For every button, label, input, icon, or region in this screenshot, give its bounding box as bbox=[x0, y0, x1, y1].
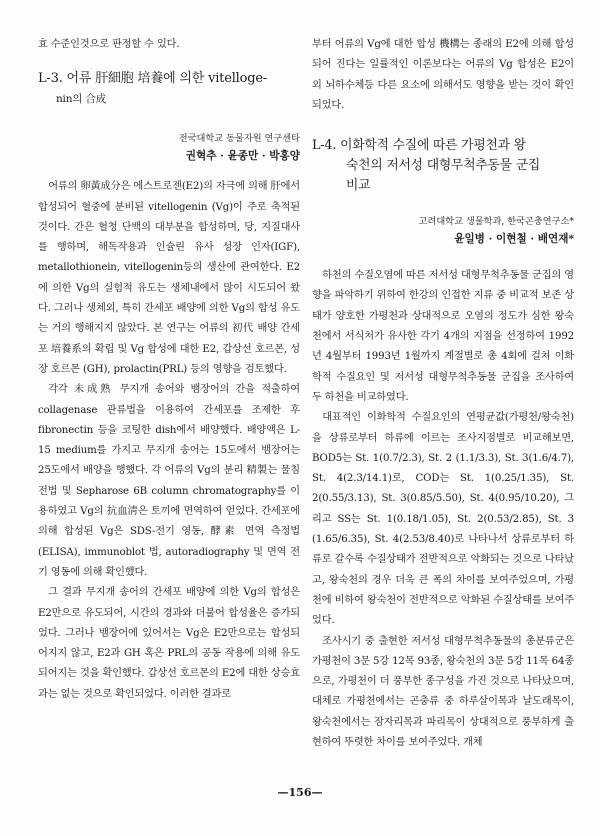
l3-paragraph-3: 그 결과 무지개 송어의 간세포 배양에 의한 Vg의 합성은 E2만으로 유도되어, 시간의 경과와 더불어 합성율은 증가되었다. 그러나 뱀장어에 있어서는 Vg은 E2만으로는 합성되어지지 않고, E2과 GH 혹은 PRL의 공동 작용에 의해 유도되어지는 것을 확인했다. 갑상선 호르몬의 E2에 대한 상승효과는 없는 것으로 확인되었다. 이러한 결과로 bbox=[38, 587, 300, 700]
authors-l4: 윤일병 · 이현철 · 배연재* bbox=[454, 233, 574, 246]
l3-paragraph-1: 어류의 卵黃成分은 에스트로젠(E2)의 자극에 의해 肝에서 합성되어 혈중에 분비된 vitellogenin (Vg)이 주로 축적된 것이다. 간은 혈청 단백의 대부분을 합성하며, 당, 지질대사를 행하며, 해독작용과 인슐린 유사 성장 인자(IGF), metallothionein, vitellogenin등의 생산에 관여한다. E2에 의한 Vg의 실험적 유도는 생체내에서 많이 시도되어 왔다. 그러나 생체외, 특히 간세포 배양에 의한 Vg의 합성 유도는 거의 행해지지 않았다. 본 연구는 어류의 初代 배양 간세포 培養系의 확립 및 Vg 합성에 대한 E2, 갑상선 호르몬, 성장 호르몬 (GH), prolactin(PRL) 등의 영향을 검토했다. bbox=[38, 181, 300, 375]
section-title-l4-line1: L-4. 이화학적 수질에 따른 가평천과 왕 bbox=[312, 138, 526, 154]
section-title-l3-line2: nin의 合成 bbox=[56, 93, 106, 106]
affiliation-l4: 고려대학교 생물학과, 한국곤충연구소* bbox=[418, 216, 574, 228]
section-title-l4-line3: 비교 bbox=[346, 178, 371, 194]
authors-l3: 권혁추 · 윤종만 · 박홍양 bbox=[185, 150, 300, 163]
section-title-l4 bbox=[312, 136, 574, 196]
right-continued-text: 부터 어류의 Vg에 대한 합성 機構는 종래의 E2에 의해 합성되어 진다는 일률적인 이론보다는 어류의 Vg 합성은 E2이외 뇌하수체등 다른 요소에 의해서도 영향을 받는 것이 확인 되었다. bbox=[312, 39, 574, 111]
section-title-l3-line1: L-3. 어류 肝細胞 培養에 의한 vitelloge- bbox=[38, 71, 268, 87]
section-title-l4-line2: 숙천의 저서성 대형무척추동물 군집 bbox=[346, 158, 541, 174]
left-column bbox=[38, 0, 300, 705]
l4-paragraph-3: 조사시기 중 출현한 저서성 대형무척추동물의 총분류군은 가평천이 3문 5강 12목 93종, 왕숙천의 3문 5강 11목 64종으로, 가평천이 더 풍부한 종구성을 가진 것으로 나타났으며, 대체로 가평천에서는 곤충류 중 하루살이목과 날도래목이, 왕숙천에서는 잠자리목과 파리목이 상대적으로 풍부하게 출현하여 뚜렷한 차이를 보여주었다. 개체 bbox=[312, 635, 574, 749]
section-title-l3 bbox=[38, 69, 300, 109]
page-number: —156— bbox=[277, 786, 323, 799]
l4-paragraph-2: 대표적인 이화학적 수질요인의 연평균값(가평천/왕숙천)을 상류로부터 하류에 이르는 조사지점별로 비교해보면, BOD5는 St. 1(0.7/2.3), St. 2 (1.1/3.3), St. 3(1.6/4.7), St. 4(2.3/14.1)로, COD는 St. 1(0.25/1.35), St. 2(0.55/3.13), St. 3(0.85/5.50), St. 4(0.95/10.20), 그리고 SS는 St. 1(0.18/1.05), St. 2(0.53/2.85), St. 3 (1.65/6.35), St. 4(2.53/8.40)로 나타나서 상류로부터 하류로 갈수록 수질상태가 전반적으로 악화되는 것으로 나타났고, 왕숙천의 경우 더욱 큰 폭의 차이를 보여주었으며, 가평천에 비하여 왕숙천이 전반적으로 악화된 수질상태를 보여주었다. bbox=[312, 412, 574, 627]
affiliation-l3: 전국대학교 동물자원 연구센타 bbox=[178, 133, 300, 145]
right-column bbox=[312, 0, 574, 753]
left-continued-text: 효 수준인것으로 판정할 수 있다. bbox=[38, 39, 180, 50]
l4-paragraph-1: 하천의 수질오염에 따른 저서성 대형무척추동물 군집의 영향을 파악하기 위하여 한강의 인접한 지류 중 비교적 보존 상태가 양호한 가평천과 상대적으로 오염의 정도가 심한 왕숙천에서 서식처가 유사한 각기 4개의 지점을 선정하여 1992년 4월부터 1993년 1월까지 계절별로 총 4회에 걸쳐 이화학적 수질요인 및 저서성 대형무척추동물 군집을 조사하여 두 하천을 비교하였다. bbox=[312, 270, 574, 403]
l3-paragraph-2: 각각 未成熟 무지개 송어와 뱀장어의 간을 적출하여 collagenase 관류법을 이용하여 간세포를 조제한 후 fibronectin 등을 코팅한 dish에서 배양했다. 배양액은 L-15 medium를 가지고 무지개 송어는 15도에서 뱀장어는 25도에서 배양을 행했다. 각 어류의 Vg의 분리 精製는 물침전법 및 Sepharose 6B column chromatography를 이용하였고 Vg의 抗血淸은 토끼에 면역하여 얻었다. 간세포에 의해 합성된 Vg은 SDS-전기 영동, 酵素 면역 측정법(ELISA), immunoblot 법, autoradiography 및 면역 전기 영동에 의해 확인했다. bbox=[38, 384, 300, 578]
